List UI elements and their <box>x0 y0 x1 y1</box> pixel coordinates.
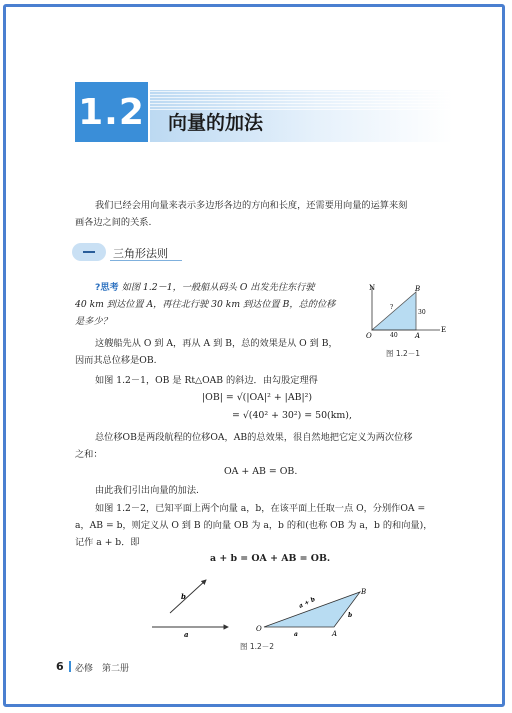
subsection-title: 三角形法则 <box>113 247 168 260</box>
figure-1-2-1 <box>360 282 450 342</box>
footer-divider <box>69 661 71 672</box>
vector-b <box>170 580 206 613</box>
think-line-3: 是多少？ <box>75 316 112 327</box>
figure-1-caption: 图 1.2－1 <box>386 349 421 358</box>
intro-line-1: 我们已经会用向量来表示多边形各边的方向和长度，还需要用向量的运算来刻 <box>95 200 408 211</box>
formula-1: |OB| = √(|OA|² + |AB|²) <box>202 392 313 403</box>
formula-2: = √(40² + 30²) = 50(km), <box>232 410 352 421</box>
think-text-1: 如图 1.2－1，一般船从码头 O 出发先往东行驶 <box>121 282 315 293</box>
figure-1-2-2 <box>148 575 378 640</box>
intro-line-2: 画各边之间的关系. <box>75 217 152 228</box>
body1-line-1: 这艘船先从 O 到 A，再从 A 到 B，总的效果是从 O 到 B， <box>95 338 338 349</box>
point-a-label: A <box>415 332 421 340</box>
sum-label: a + b <box>297 595 317 610</box>
subsection-badge <box>72 243 106 261</box>
point-b-label: B <box>415 285 421 293</box>
subsection-underline <box>110 260 182 261</box>
north-label: N <box>369 284 376 292</box>
fig2-point-o: O <box>256 625 262 633</box>
body5-line-3: 记作 a + b．即 <box>75 537 140 548</box>
label-40: 40 <box>390 332 398 339</box>
formula-4: a + b = OA + AB = OB. <box>210 553 331 564</box>
body5-line-1: 如图 1.2－2，已知平面上两个向量 a，b，在该平面上任取一点 O，分别作OA = <box>95 503 426 514</box>
think-label: ?思考 <box>95 282 119 293</box>
fig2-a-label: a <box>294 631 298 638</box>
fig2-point-b: B <box>361 588 367 596</box>
body3-line-1: 总位移OB是两段航程的位移OA，AB的总效果，很自然地把它定义为两次位移 <box>95 432 413 443</box>
section-title: 向量的加法 <box>168 112 264 134</box>
label-30: 30 <box>418 309 426 316</box>
fig2-b-label: b <box>348 612 353 619</box>
body5-line-2: a，AB = b，则定义从 O 到 B 的向量 OB 为 a，b 的和(也称 OB 为 a，b 的和向量)， <box>75 520 433 531</box>
point-o-label: O <box>366 332 372 340</box>
east-label: E <box>441 326 447 334</box>
body4: 由此我们引出向量的加法. <box>95 485 199 496</box>
triangle-oab <box>372 292 416 330</box>
dash-icon <box>83 251 95 253</box>
think-line-2: 40 km 到达位置 A，再往北行驶 30 km 到达位置 B，总的位移 <box>75 299 336 310</box>
formula-3: OA + AB = OB. <box>224 466 298 477</box>
think-line-1 <box>95 281 315 294</box>
vector-a-label: a <box>184 630 189 639</box>
fig2-point-a: A <box>332 630 338 638</box>
section-number: 1.2 <box>75 82 148 142</box>
figure-2-caption: 图 1.2－2 <box>240 642 275 651</box>
section-title-stripes <box>150 88 450 110</box>
body3-line-2: 之和： <box>75 449 103 460</box>
body2: 如图 1.2－1，OB 是 Rt△OAB 的斜边．由勾股定理得 <box>95 375 318 386</box>
body1-line-2: 因而其总位移是OB. <box>75 355 157 366</box>
vector-b-label: b <box>181 592 186 601</box>
question-label: ? <box>390 304 394 311</box>
page-number: 6 <box>56 660 64 673</box>
footer-text: 必修 第二册 <box>75 664 130 674</box>
